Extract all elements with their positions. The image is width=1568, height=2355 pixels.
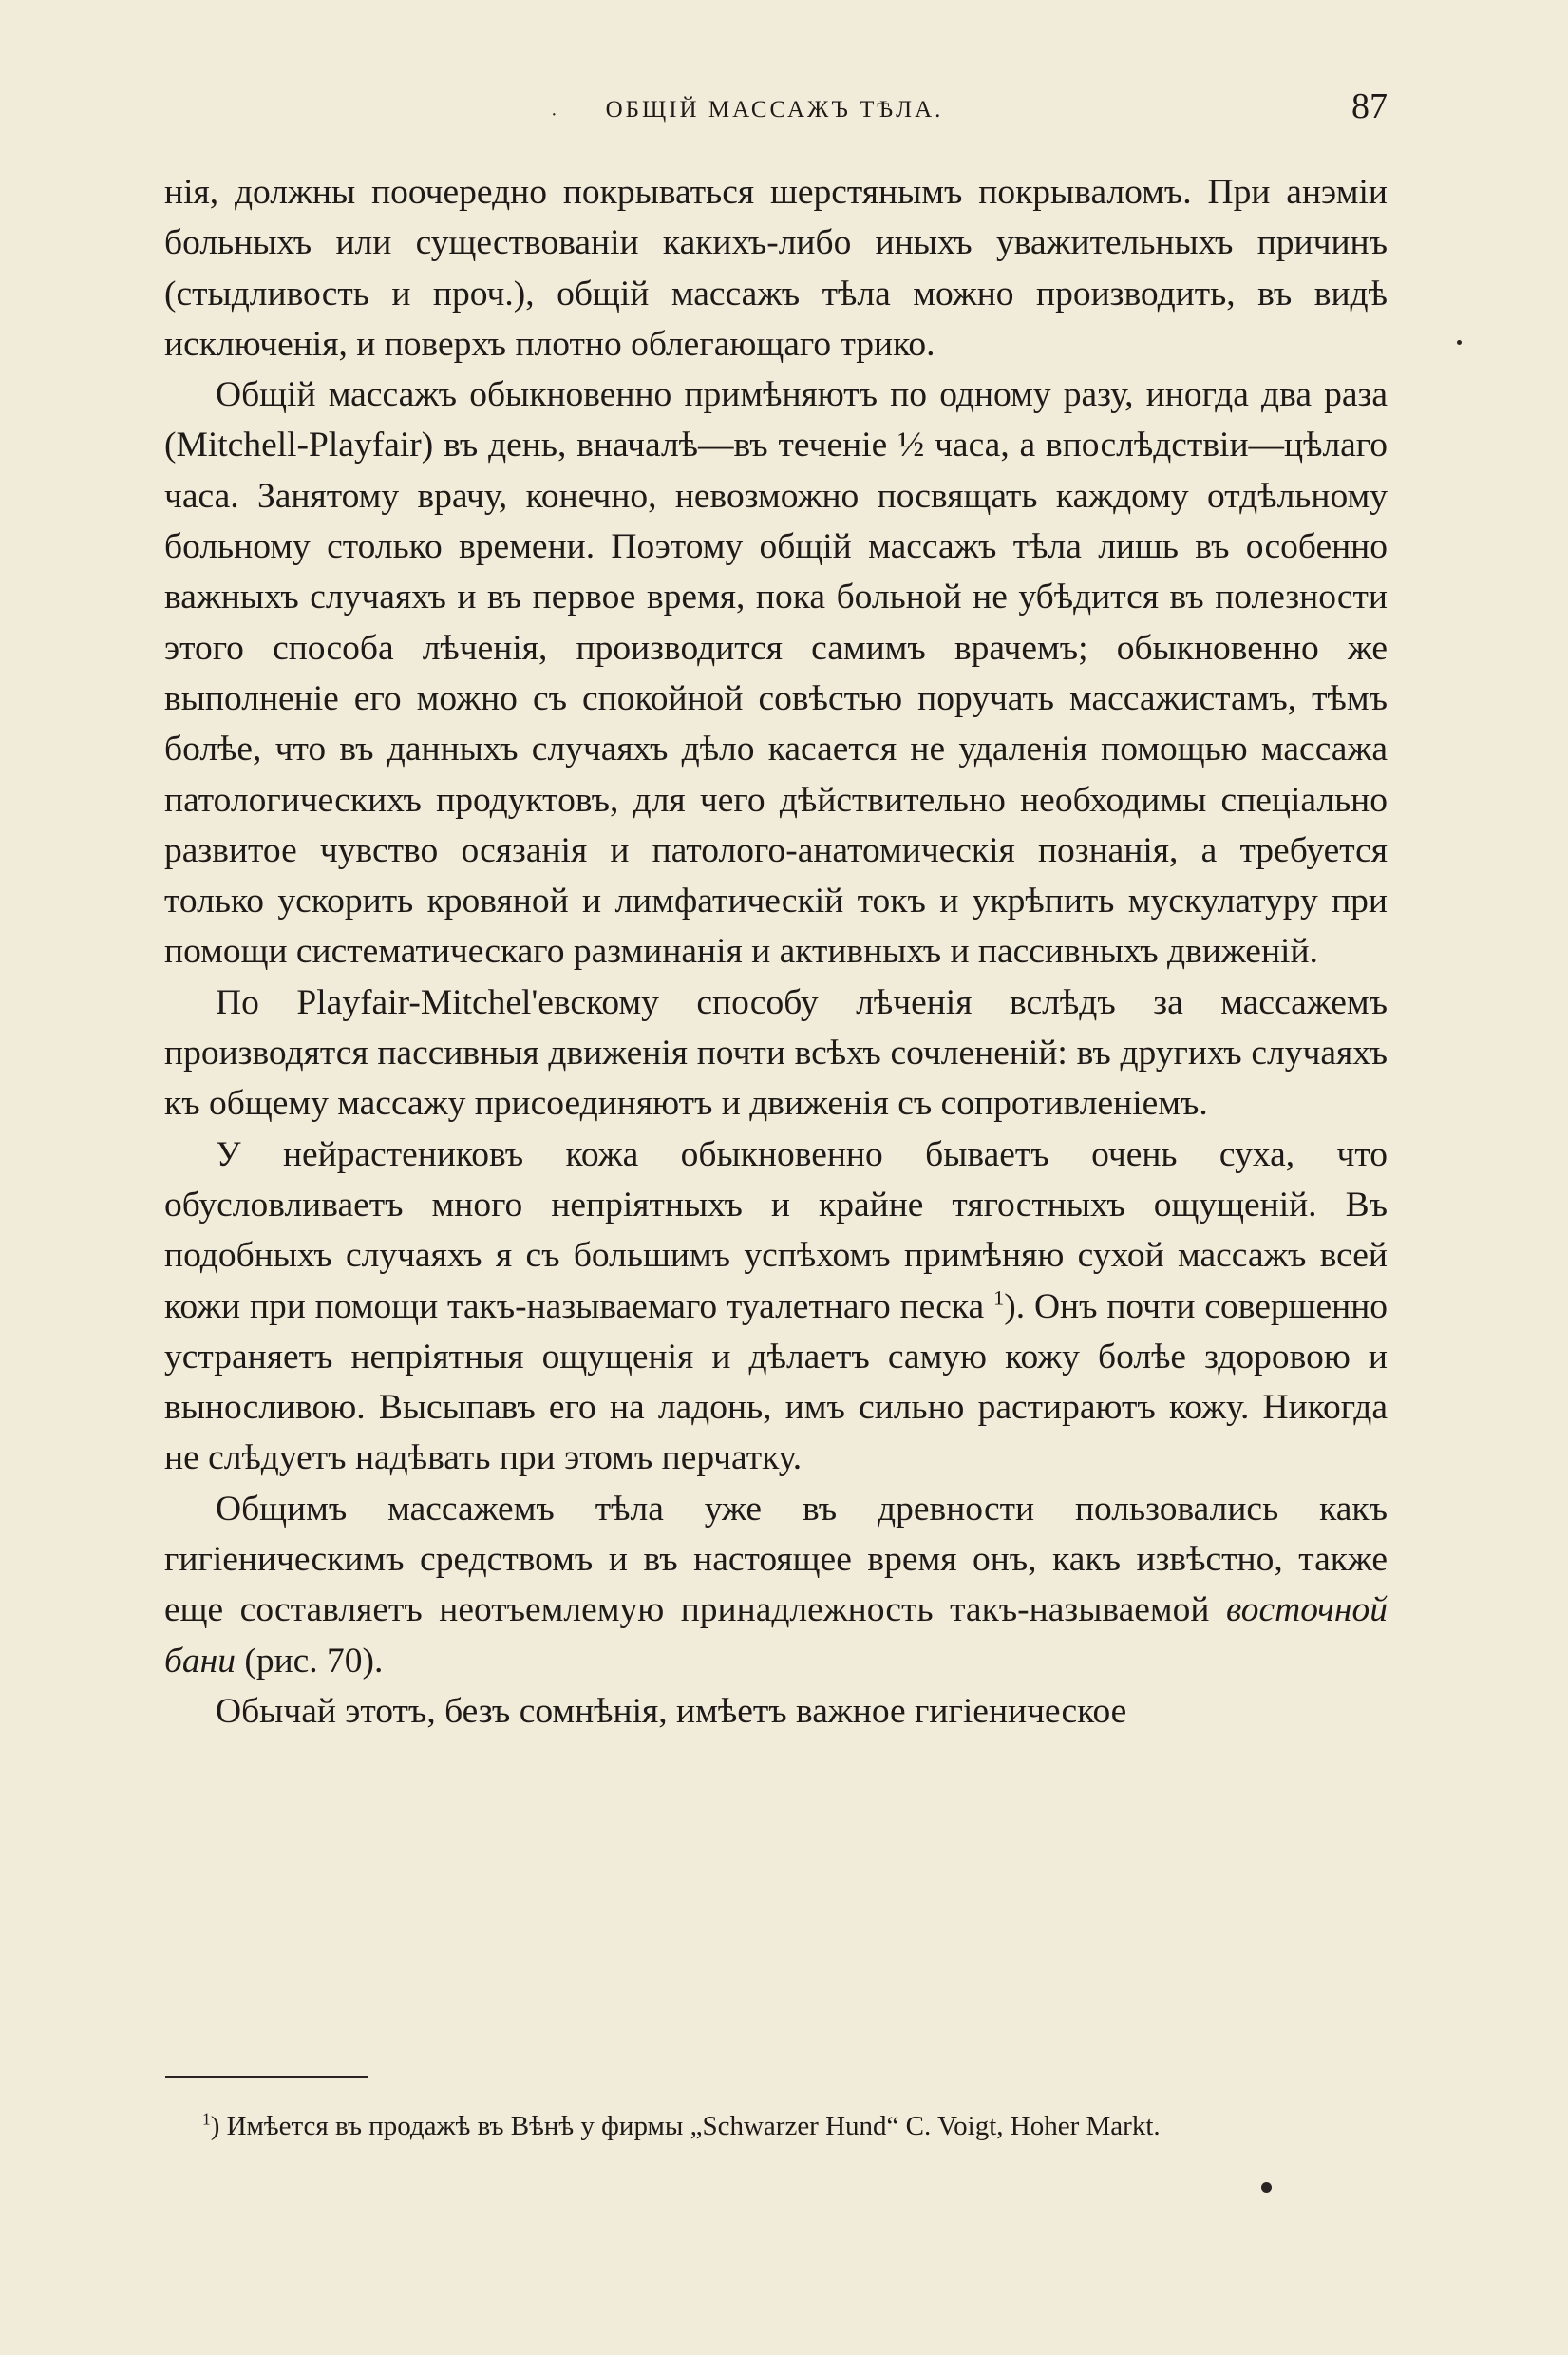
- footnote: [164, 2101, 1388, 2151]
- footnote-text: [164, 2101, 1388, 2151]
- paragraph-5-text-after-italic: (рис. 70).: [235, 1641, 384, 1681]
- footnote-marker: 1: [202, 2109, 211, 2129]
- paragraph-1: нія, должны поочередно покрываться шерстянымъ покрываломъ. При анэміи больныхъ или существованіи какихъ-либо иныхъ уважительныхъ причинъ (стыдливость и проч.), общій массажъ тѣла можно производить, въ видѣ исключенія, и поверхъ плотно облегающаго трико.: [164, 173, 1388, 364]
- paragraph-5: [164, 1484, 1388, 1686]
- footnote-body: ) Имѣется въ продажѣ въ Вѣнѣ у фирмы „Schwarzer Hund“ C. Voigt, Hoher Markt.: [210, 2111, 1161, 2141]
- paragraph-3: По Playfair-Mitchel'евскому способу лѣченія вслѣдъ за массажемъ производятся пассивныя движенія почти всѣхъ сочлененій: въ другихъ случаяхъ къ общему массажу присоединяютъ и движенія съ сопротивленіемъ.: [164, 982, 1388, 1124]
- paragraph-5-text-before-italic: Общимъ массажемъ тѣла уже въ древности пользовались какъ гигіеническимъ средствомъ и въ настоящее время онъ, какъ извѣстно, также еще составляетъ неотъемлемую принадлежность такъ-называемой: [164, 1489, 1388, 1630]
- ink-spot: [1261, 2182, 1272, 2193]
- header-dot: ·: [551, 104, 557, 125]
- footnote-reference: 1: [993, 1285, 1005, 1310]
- paragraph-4: [164, 1130, 1388, 1484]
- paragraph-4-text-before-ref: У нейрастениковъ кожа обыкновенно бываетъ очень суха, что обусловливаетъ много непріятныхъ и крайне тягостныхъ ощущеній. Въ подобныхъ случаяхъ я съ большимъ успѣхомъ примѣняю сухой массажъ всей кожи при помощи такъ-называемаго туалетнаго песка: [164, 1134, 1388, 1326]
- body-text: [164, 167, 1388, 1737]
- page-number: 87: [1351, 86, 1388, 126]
- ink-speck: [1457, 340, 1462, 345]
- paragraph-2: Общій массажъ обыкновенно примѣняютъ по одному разу, иногда два раза (Mitchell-Playfair) въ день, вначалѣ—въ теченіе ½ часа, а впослѣдствіи—цѣлаго часа. Занятому врачу, конечно, невозможно посвящать каждому отдѣльному больному столько времени. Поэтому общій массажъ тѣла лишь въ особенно важныхъ случаяхъ и въ первое время, пока больной не убѣдится въ полезности этого способа лѣченія, производится самимъ врачемъ; обыкновенно же выполненіе его можно съ спокойной совѣстью поручать массажистамъ, тѣмъ болѣе, что въ данныхъ случаяхъ дѣло касается не удаленія помощью массажа патологическихъ продуктовъ, для чего дѣйствительно необходимы спеціально развитое чувство осязанія и патолого-анатомическія познанія, а требуется только ускорить кровяной и лимфатическій токъ и укрѣпить мускулатуру при помощи систематическаго разминанія и активныхъ и пассивныхъ движеній.: [164, 375, 1388, 972]
- footnote-rule: [165, 2076, 368, 2078]
- italic-term: восточной бани: [164, 1590, 1388, 1681]
- paragraph-6: Обычай этотъ, безъ сомнѣнія, имѣетъ важное гигіеническое: [216, 1691, 1127, 1731]
- running-title: ОБЩІЙ МАССАЖЪ ТѢЛА.: [605, 97, 944, 123]
- page-header: [161, 84, 1388, 131]
- paragraph-4-text-after-ref: ). Онъ почти совершенно устраняетъ непріятныя ощущенія и дѣлаетъ самую кожу болѣе здоровою и выносливою. Высыпавъ его на ладонь, имъ сильно растираютъ кожу. Никогда не слѣдуетъ надѣвать при этомъ перчатку.: [164, 1286, 1389, 1478]
